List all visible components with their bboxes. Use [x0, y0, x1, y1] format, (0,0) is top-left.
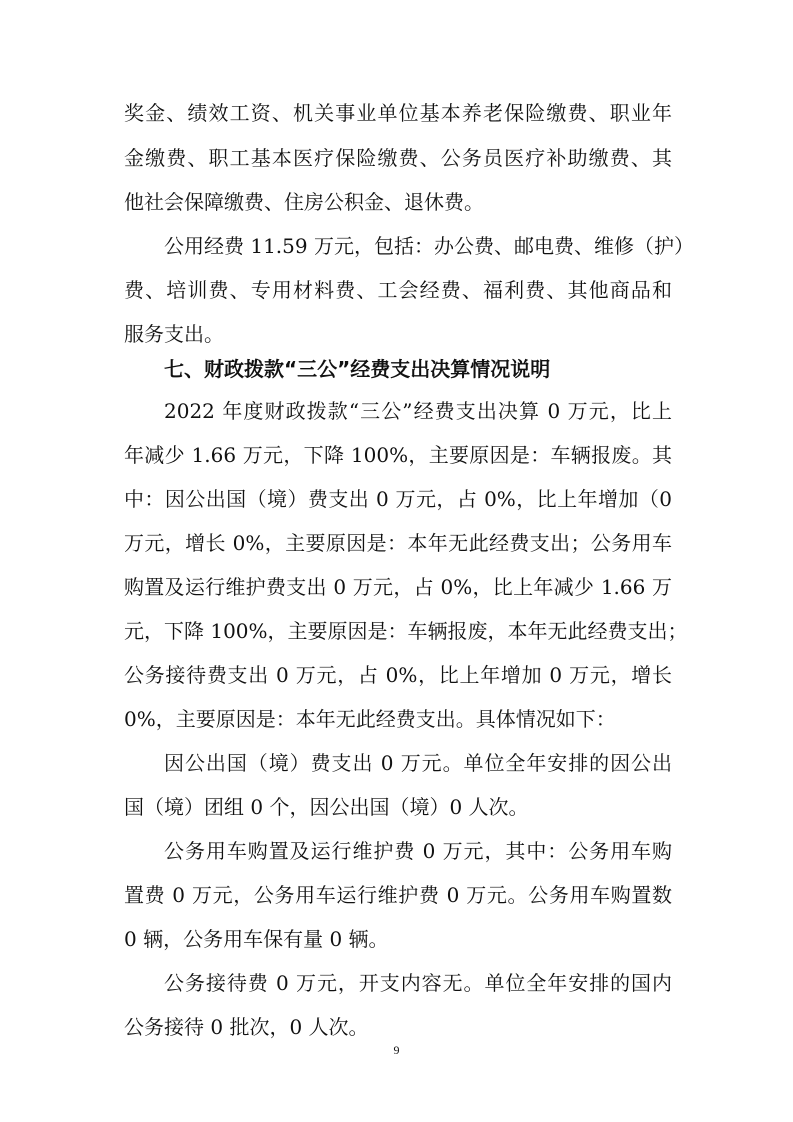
- paragraph-line: 因公出国（境）费支出 0 万元。单位全年安排的因公出: [164, 751, 672, 775]
- paragraph-line: 国（境）团组 0 个，因公出国（境）0 人次。: [124, 795, 529, 819]
- paragraph-line: 0 辆，公务用车保有量 0 辆。: [124, 927, 389, 951]
- paragraph-line: 0%，主要原因是：本年无此经费支出。具体情况如下：: [124, 707, 616, 731]
- paragraph-line: 公用经费 11.59 万元，包括：办公费、邮电费、维修（护）: [164, 234, 694, 258]
- paragraph-line: 公务接待 0 批次，0 人次。: [124, 1015, 369, 1039]
- paragraph-line: 公务接待费 0 万元，开支内容无。单位全年安排的国内: [164, 971, 672, 995]
- paragraph-line: 年减少 1.66 万元，下降 100%，主要原因是：车辆报废。其: [124, 443, 672, 467]
- paragraph-line: 服务支出。: [124, 322, 224, 346]
- section-heading: 七、财政拨款“三公”经费支出决算情况说明: [164, 357, 551, 381]
- paragraph-line: 金缴费、职工基本医疗保险缴费、公务员医疗补助缴费、其: [124, 146, 672, 170]
- paragraph-line: 公务用车购置及运行维护费 0 万元，其中：公务用车购: [164, 839, 672, 863]
- paragraph-line: 2022 年度财政拨款“三公”经费支出决算 0 万元，比上: [164, 399, 672, 423]
- paragraph-line: 公务接待费支出 0 万元，占 0%，比上年增加 0 万元，增长: [124, 663, 672, 687]
- paragraph-line: 中：因公出国（境）费支出 0 万元，占 0%，比上年增加（0: [124, 487, 672, 511]
- paragraph-line: 购置及运行维护费支出 0 万元，占 0%，比上年减少 1.66 万: [124, 575, 672, 599]
- paragraph-line: 奖金、绩效工资、机关事业单位基本养老保险缴费、职业年: [124, 101, 672, 125]
- paragraph-line: 他社会保障缴费、住房公积金、退休费。: [124, 190, 484, 214]
- paragraph-line: 万元，增长 0%，主要原因是：本年无此经费支出；公务用车: [124, 531, 672, 555]
- paragraph-line: 费、培训费、专用材料费、工会经费、福利费、其他商品和: [124, 278, 672, 302]
- paragraph-line: 置费 0 万元，公务用车运行维护费 0 万元。公务用车购置数: [124, 883, 672, 907]
- page-number: 9: [393, 1043, 400, 1057]
- paragraph-line: 元，下降 100%，主要原因是：车辆报废，本年无此经费支出；: [124, 619, 688, 643]
